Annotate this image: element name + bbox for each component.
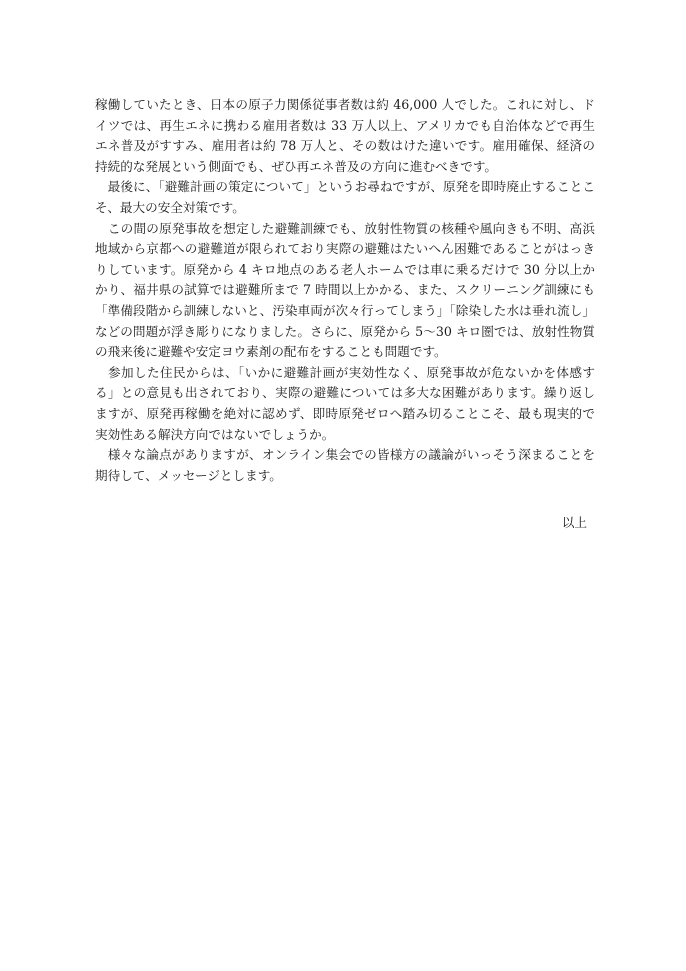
letter-body [95,95,595,486]
paragraph-employment: 稼働していたとき、日本の原子力関係従事者数は約 46,000 人でした。これに対し、ドイツでは、再生エネに携わる雇用者数は 33 万人以上、アメリカでも自治体などで再生エネ普及がすすみ、雇用者は約 78 万人と、その数はけた違いです。雇用確保、経済の持続的な発展という側面でも、ぜひ再エネ普及の方向に進むべきです。 [95,97,595,174]
paragraph-evacuation-drill: この間の原発事故を想定した避難訓練でも、放射性物質の核種や風向きも不明、高浜地域から京都への避難道が限られており実際の避難はたいへん困難であることがはっきりしています。原発から 4 キロ地点のある老人ホームでは車に乗るだけで 30 分以上かかり、福井県の試算では避難所まで 7 時間以上かかる、また、スクリーニング訓練にも「準備段階から訓練しないと、汚染車両が次々行ってしまう」「除染した水は垂れ流し」などの問題が浮き彫りになりました。さらに、原発から 5〜30 キロ圏では、放射性物質の飛来後に避難や安定ヨウ素剤の配布をすることも問題です。 [95,220,595,360]
paragraph-evacuation-plan: 最後に、「避難計画の策定について」というお尋ねですが、原発を即時廃止することこそ、最大の安全対策です。 [95,179,595,215]
paragraph-residents-opinion: 参加した住民からは、「いかに避難計画が実効性なく、原発事故が危ないかを体感する」との意見も出されており、実際の避難については多大な困難があります。繰り返しますが、原発再稼働を絶対に認めず、即時原発ゼロへ踏み切ることこそ、最も現実的で実効性ある解決方向ではないでしょうか。 [95,364,595,442]
paragraph-closing: 様々な論点がありますが、オンライン集会での皆様方の議論がいっそう深まることを期待して、メッセージとします。 [95,447,595,483]
signoff: 以上 [561,515,587,530]
